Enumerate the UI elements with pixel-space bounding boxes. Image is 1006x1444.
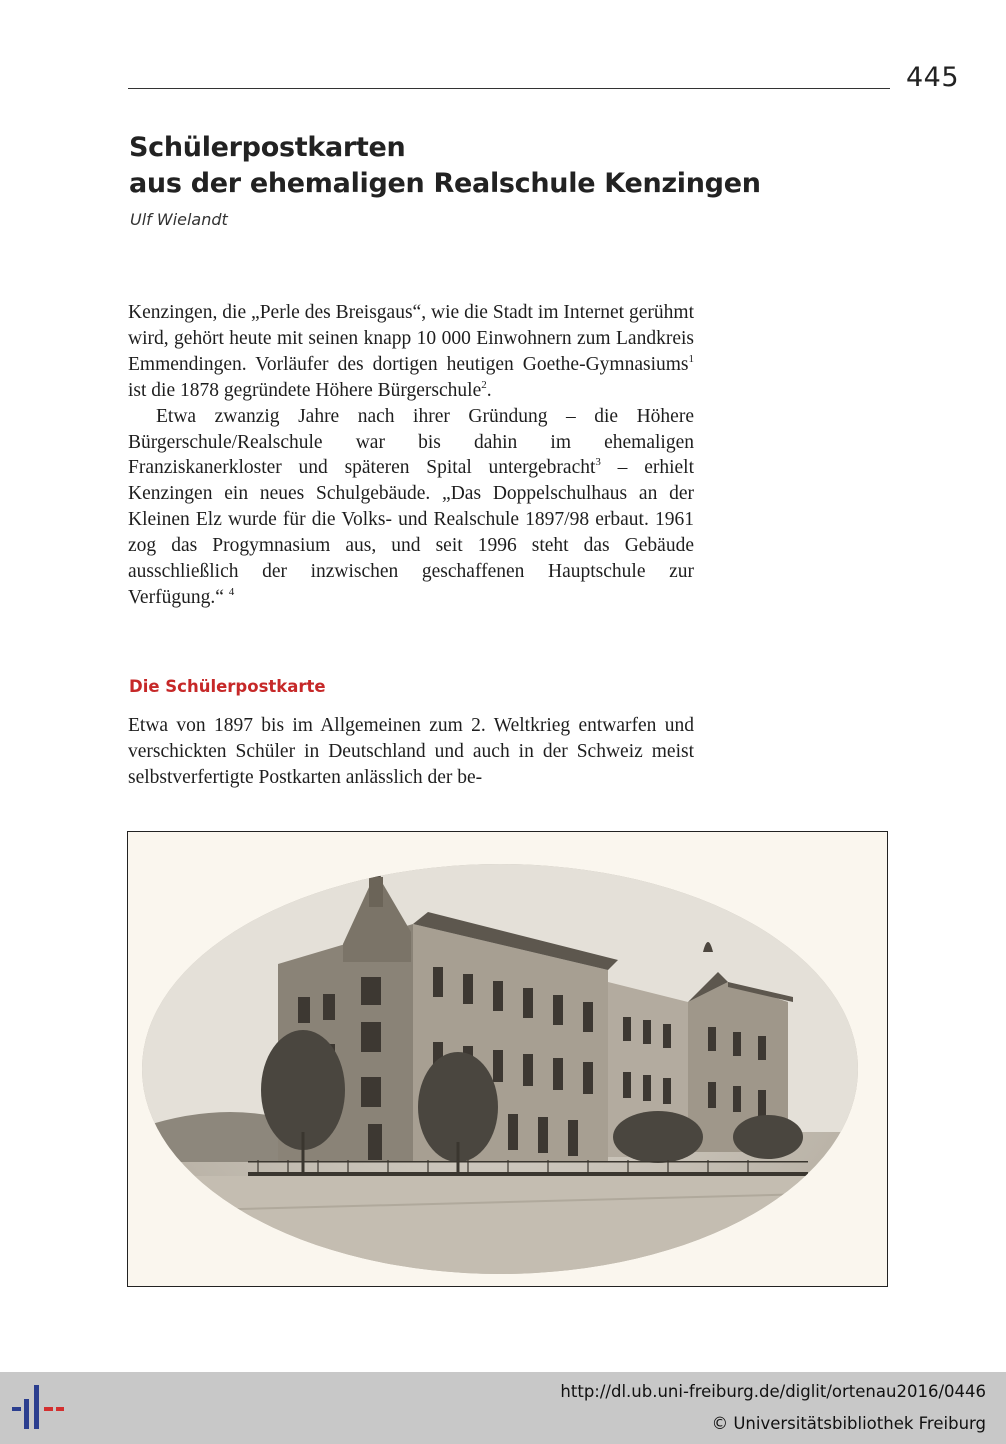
paragraph-2-text-b: – erhielt Kenzingen ein neues Schulgebäude. „Das Doppelschulhaus an der Kleinen Elz wurde für die Volks- und Realschule 1897/98 erbaut. 1961 zog das Progymnasium aus, und seit 1996 steht das Gebäude ausschließlich der inzwischen geschaffenen Hauptschule zur Verfügung.“ [128, 457, 694, 608]
article-title [129, 130, 761, 202]
header-rule [128, 88, 890, 89]
paragraph-1-text-c: . [486, 379, 492, 401]
paragraph-1-text-a: Kenzingen, die „Perle des Breisgaus“, wie die Stadt im Internet gerühmt wird, gehört heute mit seinen knapp 10 000 Einwohnern zum Landkreis Emmendingen. Vorläufer des dortigen heutigen Goethe-Gymnasiums [128, 302, 694, 375]
paragraph-1-text-b: ist die 1878 gegründete Höhere Bürgerschule [128, 379, 482, 401]
paragraph-1 [128, 300, 694, 404]
article-title-line-2: aus der ehemaligen Realschule Kenzingen [129, 168, 761, 199]
paragraph-2 [128, 404, 694, 611]
footnote-ref-2[interactable]: 2 [481, 378, 487, 391]
building-illustration [128, 832, 887, 1286]
intro-text [128, 300, 694, 611]
library-logo-icon [12, 1385, 64, 1431]
footnote-ref-3[interactable]: 3 [595, 456, 601, 469]
footnote-ref-4[interactable]: 4 [228, 585, 235, 598]
paragraph-2-text-a: Etwa zwanzig Jahre nach ihrer Gründung – die Höhere Bürgerschule/Realschule war bis dahin im ehemaligen Franziskanerkloster und späteren Spital untergebracht [128, 405, 694, 479]
footer-url-link[interactable]: http://dl.ub.uni-freiburg.de/diglit/ortenau2016/0446 [560, 1382, 986, 1401]
section-paragraph-1: Etwa von 1897 bis im Allgemeinen zum 2. Weltkrieg entwarfen und verschickten Schüler in Deutschland und auch in der Schweiz meist selbstverfertigte Postkarten anlässlich der be- [128, 715, 694, 788]
section-heading: Die Schülerpostkarte [129, 677, 326, 696]
footnote-ref-1[interactable]: 1 [688, 352, 694, 365]
school-building-photo [127, 831, 888, 1287]
footer-bar [0, 1372, 1006, 1444]
footer-copyright: © Universitätsbibliothek Freiburg [711, 1414, 986, 1433]
article-author: Ulf Wielandt [130, 210, 228, 229]
section-text [128, 713, 694, 791]
page-number: 445 [906, 62, 960, 93]
article-title-line-1: Schülerpostkarten [129, 132, 406, 163]
